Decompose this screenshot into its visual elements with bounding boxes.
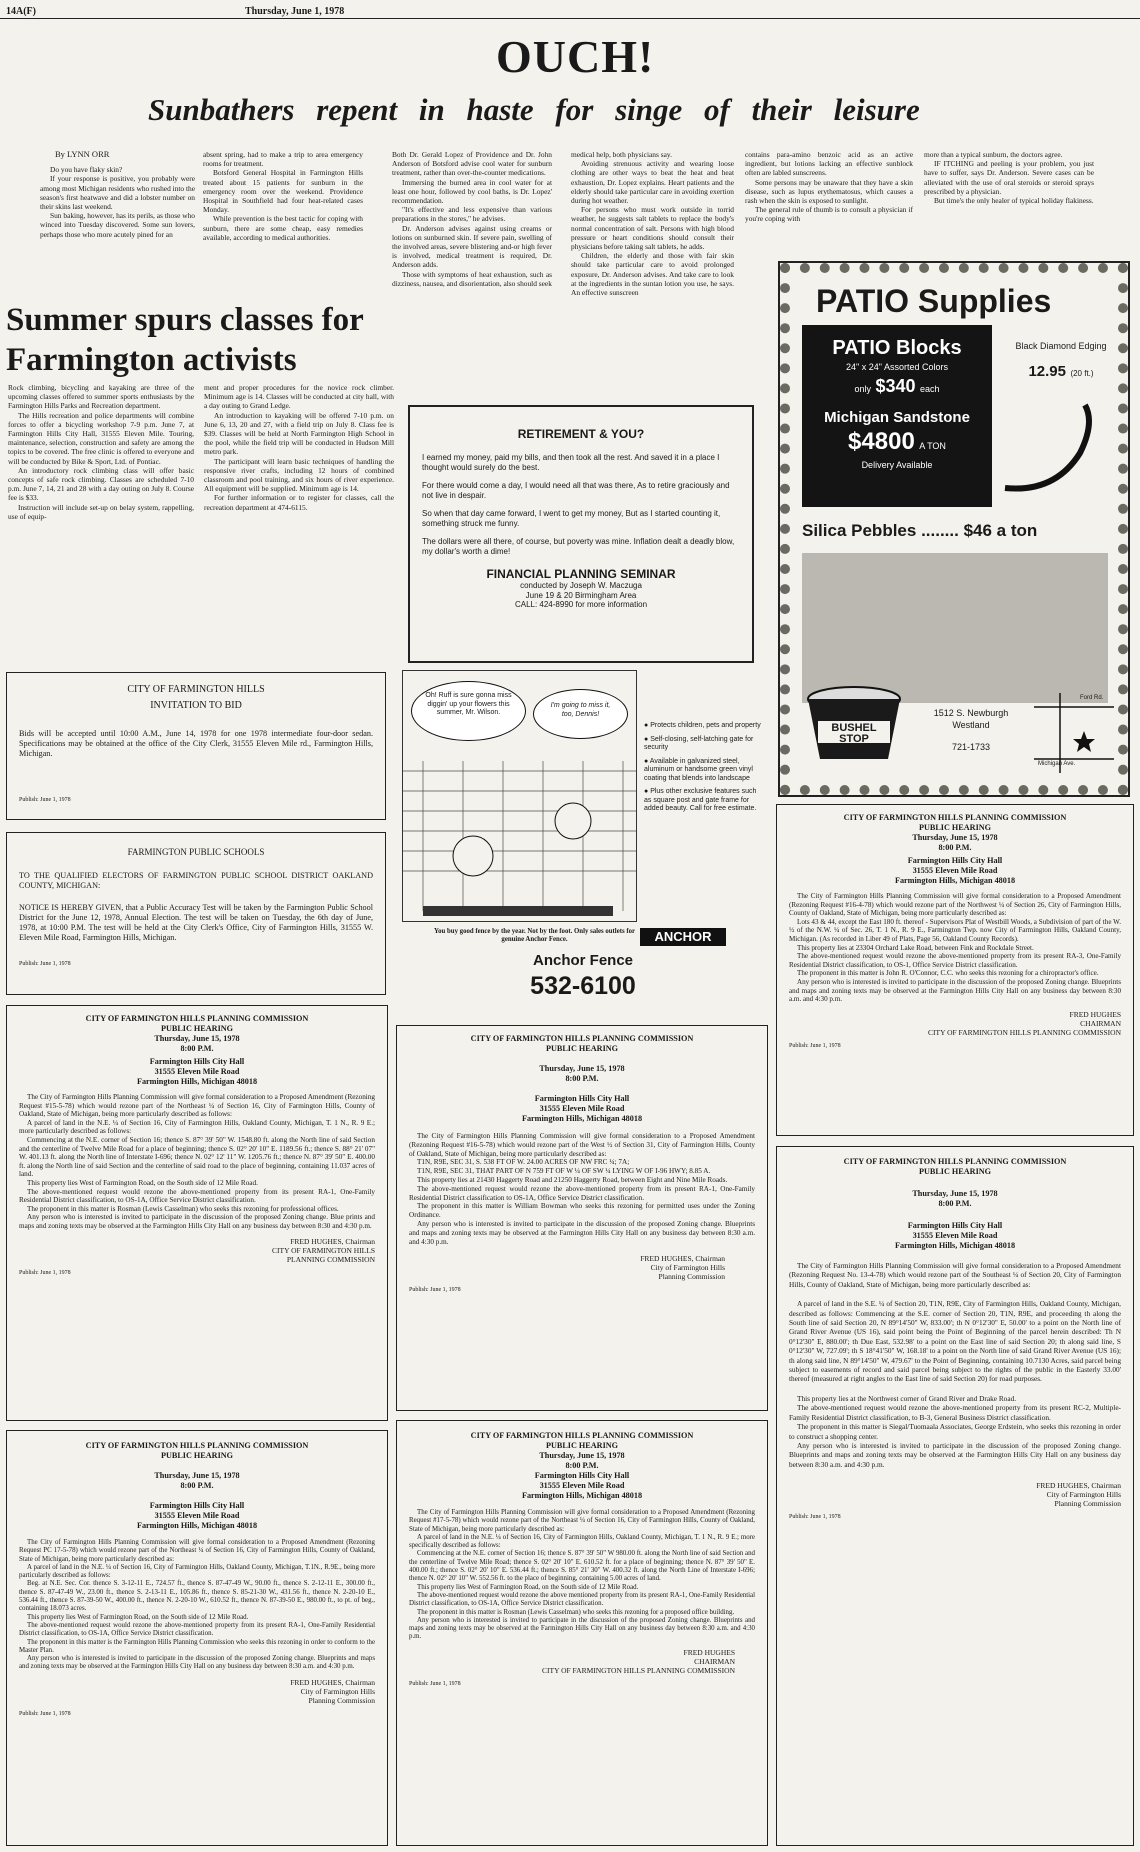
hearing-subheading: PUBLIC HEARING — [918, 823, 992, 832]
store-info — [916, 707, 1026, 753]
signature-line: PLANNING COMMISSION — [286, 1254, 375, 1264]
hearing-signature — [19, 1678, 375, 1705]
edging-coil-illustration — [995, 393, 1120, 503]
hearing-city: Farmington Hills, Michigan 48018 — [521, 1491, 643, 1500]
article-paragraph: For further information or to register for classes, call the recreation department at 474-6115. — [204, 493, 394, 512]
hearing-heading: CITY OF FARMINGTON HILLS PLANNING COMMISSION — [85, 1441, 309, 1450]
signature-line: FRED HUGHES, Chairman — [1036, 1481, 1121, 1491]
article-paragraph: If your response is positive, you probably were among most Michigan residents who rushed into the season's first heatwave and did a lobster number on their skins last weekend. — [40, 174, 195, 212]
hearing-notice-a — [6, 1005, 388, 1421]
store-address: 1512 S. Newburgh — [933, 708, 1009, 718]
hearing-body — [409, 1132, 755, 1246]
hearing-subheading: PUBLIC HEARING — [545, 1441, 619, 1450]
signature-line: CITY OF FARMINGTON HILLS PLANNING COMMISSION — [928, 1027, 1121, 1037]
hearing-paragraph: Any person who is interested is invited to participate in the discussion of the proposed Zoning change. Blueprints and maps and zoning texts may be observed at the Farmington Hills City Hall on any business day between 8:30 a.m. and 4:30 p.m. — [789, 1440, 1121, 1469]
retirement-ad — [408, 405, 754, 663]
hearing-paragraph: Any person who is interested is invited to participate in the discussion of the proposed Zoning change. Blueprints and maps and zoning texts may be observed at the Farmington Hills City Hall on any business day between 8:30 a.m. and 4:30 p.m. — [409, 1219, 755, 1246]
hearing-address: 31555 Eleven Mile Road — [154, 1511, 240, 1520]
hearing-body — [409, 1509, 755, 1642]
hearing-paragraph: This property lies at 23304 Orchard Lake Road, between Fink and Rockdale Street. — [797, 943, 1034, 952]
hearing-notice-c — [776, 804, 1134, 1136]
classes-col2 — [204, 383, 394, 512]
hearing-paragraph: The above-mentioned request would rezone the above-mentioned property from its present RA-3, One-Family Residential District classification, to OS-1, Office Service District classification. — [789, 952, 1121, 969]
speech-bubble-dennis: Oh! Ruff is sure gonna miss diggin' up your flowers this summer, Mr. Wilson. — [411, 681, 526, 741]
store-phone: 721-1733 — [951, 742, 991, 752]
hearing-paragraph: The above-mentioned request would rezone the above mentioned property from its present RA-1, One-Family Residential District classification, to OS-1A, Office Service District classification. — [409, 1591, 755, 1608]
sunburn-col2 — [203, 150, 363, 242]
signature-line: Planning Commission — [1054, 1499, 1121, 1509]
hearing-heading: CITY OF FARMINGTON HILLS PLANNING COMMISSION — [85, 1014, 309, 1023]
article-paragraph: Rock climbing, bicycling and kayaking are three of the upcoming classes offered to summer sports enthusiasts by the Farmington Hills Parks and Recreation department. — [8, 383, 194, 411]
hearing-paragraph: The City of Farmington Hills Planning Commission will give formal consideration to a Proposed Amendment (Rezoning Request PC 17-5-78) which would rezone part of the Northeast ¼ of Section 16, City of Farmington Hills, County of Oakland, State of Michigan, being more particularly described as: — [19, 1539, 375, 1563]
anchor-fence-ad — [402, 670, 764, 1002]
store-city: Westland — [952, 720, 990, 730]
hearing-address: 31555 Eleven Mile Road — [912, 866, 998, 875]
anchor-name: Anchor Fence — [532, 952, 634, 969]
hearing-paragraph: The proponent in this matter is Rosman (Lewis Casselman) who seeks this rezoning for professional offices. — [27, 1204, 339, 1213]
byline: By LYNN ORR — [55, 149, 110, 159]
hearing-place: Farmington Hills City Hall — [149, 1057, 245, 1066]
hearing-paragraph: Commencing at the N.E. corner of Section 16; thence S. 87° 39' 50" W 980.00 ft. along the North line of said Section and the centerline of Twelve Mile Road; thence S. 02° 20' 10" E. 610.52 ft. for a place of beginning; thence N. 87° 39' 50" E. 400.00 ft.; thence S. 02° 20' 10" E. 536.44 ft.; thence S. 85° 21' 30" W. 400.32 ft. along the North Line of Interstate I-696; thence N. 02° 20' 10" W. 552.56 ft. to the place of beginning, containing 5.00 acres of land. — [409, 1550, 755, 1583]
poem-stanza: So when that day came forward, I went to get my money, But as I started counting it, something struck me funny. — [422, 509, 721, 528]
article-paragraph: Children, the elderly and those with fair skin should take particular care to avoid prolonged exposure, Dr. Anderson advises. And take care to look at the ingredients in the suntan lotion you use, he says. An effective sunscreen — [571, 251, 734, 298]
patio-price-panel — [802, 325, 992, 507]
hearing-heading: CITY OF FARMINGTON HILLS PLANNING COMMISSION — [470, 1034, 694, 1043]
hearing-address: 31555 Eleven Mile Road — [912, 1231, 998, 1240]
hearing-publish: Publish: June 1, 1978 — [409, 1287, 461, 1294]
hearing-subheading: PUBLIC HEARING — [545, 1044, 619, 1053]
article-paragraph: The Hills recreation and police departments will combine forces to offer a bicycling workshop 7-9 p.m. June 7, at Farmington Hills City Hall, 31555 Eleven Mile. Touring, maintenance, selection, construction and safety are among the topics to be covered. The free clinic is offered to everyone and will be conducted by Bike & Sport, Ltd. of Pontiac. — [8, 410, 194, 466]
hearing-body — [19, 1539, 375, 1672]
fence-features — [644, 722, 762, 814]
hearing-paragraph: The City of Farmington Hills Planning Commission will give formal consideration to a Proposed Amendment (Rezoning Request #17-5-78) which would rezone part of the Northeast ¼ of Section 16, City of Farmington Hills, County of Oakland, State of Michigan, being more particularly described as: — [409, 1509, 755, 1533]
hearing-subheading: PUBLIC HEARING — [160, 1024, 234, 1033]
signature-line: City of Farmington Hills — [1046, 1490, 1121, 1500]
seminar-line: conducted by Joseph W. Maczuga — [520, 581, 642, 590]
only-label: only — [854, 384, 872, 394]
silica-price: $46 a ton — [963, 521, 1038, 540]
article-paragraph: Those with symptoms of heat exhaustion, such as dizziness, nausea, and disorientation, also should seek — [392, 269, 552, 288]
hearing-date: Thursday, June 15, 1978 — [539, 1064, 625, 1073]
sunburn-col5 — [745, 150, 913, 224]
hearing-place: Farmington Hills City Hall — [534, 1094, 630, 1103]
hearing-place: Farmington Hills City Hall — [907, 856, 1003, 865]
invitation-to-bid-notice — [6, 672, 386, 820]
hearing-address: 31555 Eleven Mile Road — [154, 1067, 240, 1076]
hearing-signature — [789, 1010, 1121, 1037]
hearing-paragraph: The City of Farmington Hills Planning Commission will give formal consideration to a Proposed Amendment (Rezoning Request #15-5-78) which would rezone part of the Northeast ¼ of Section 16, City of Farmington Hills, County of Oakland, State of Michigan, being more particularly described as follows: — [19, 1093, 375, 1119]
hearing-publish: Publish: June 1, 1978 — [789, 1514, 841, 1521]
sandstone-price: $4800 — [848, 428, 915, 455]
signature-line: City of Farmington Hills — [300, 1686, 375, 1696]
hearing-city: Farmington Hills, Michigan 48018 — [136, 1521, 258, 1530]
signature-line: FRED HUGHES, Chairman — [290, 1677, 375, 1687]
signature-line: FRED HUGHES — [1069, 1009, 1121, 1019]
bid-city: CITY OF FARMINGTON HILLS — [127, 684, 265, 695]
edging-price: 12.95 — [1028, 363, 1066, 380]
article-paragraph: Immersing the burned area in cool water for at least one hour, followed by cool baths, is Dr. Lopez' recommendation. — [392, 177, 552, 206]
signature-line: FRED HUGHES, Chairman — [640, 1254, 725, 1264]
signature-line: Planning Commission — [308, 1695, 375, 1705]
sunburn-col6 — [924, 150, 1094, 205]
article-paragraph: Avoiding strenuous activity and wearing loose clothing are other ways to beat the heat and heat exhaustion, Dr. Lopez explains. Heart patients and the elderly should take particular care in avoiding exertion during hot weather. — [571, 159, 734, 206]
signature-line: FRED HUGHES — [683, 1647, 735, 1657]
issue-date: Thursday, June 1, 1978 — [245, 6, 345, 17]
hearing-subheading: PUBLIC HEARING — [160, 1451, 234, 1460]
header-rule — [0, 18, 1140, 19]
hearing-notice-f — [776, 1146, 1134, 1846]
retirement-poem — [422, 453, 740, 557]
bid-publish: Publish: June 1, 1978 — [19, 797, 71, 803]
feature-item: ● Available in galvanized steel, aluminum or handsome green vinyl coating that blends into landscape — [644, 757, 753, 782]
hearing-time: 8:00 P.M. — [180, 1044, 214, 1053]
hearing-city: Farmington Hills, Michigan 48018 — [136, 1077, 258, 1086]
anchor-tagline: You buy good fence by the year. Not by the foot. Only sales outlets for genuine Anchor Fence. — [433, 928, 635, 943]
hearing-paragraph: The proponent in this matter is Rosman (Lewis Casselman) who seeks this rezoning for a proposed office building. — [417, 1608, 735, 1616]
hearing-notice-b — [396, 1025, 768, 1411]
hearing-paragraph: The above-mentioned request would rezone the above-mentioned property from its present RC-2, Multiple-Family Residential District classification, to B-3, General Business District classification. — [789, 1403, 1121, 1422]
page-number: 14A(F) — [6, 6, 36, 17]
article-paragraph: While prevention is the best tactic for coping with sunburn, there are some cheap, easy remedies available, according to medical authorities. — [203, 214, 363, 242]
hearing-heading: CITY OF FARMINGTON HILLS PLANNING COMMISSION — [843, 813, 1067, 822]
hearing-date: Thursday, June 15, 1978 — [912, 833, 998, 842]
article-paragraph: Do you have flaky skin? — [50, 165, 123, 175]
hearing-time: 8:00 P.M. — [938, 843, 972, 852]
hearing-heading: CITY OF FARMINGTON HILLS PLANNING COMMISSION — [470, 1431, 694, 1440]
sandstone-label: Michigan Sandstone — [824, 409, 970, 426]
hearing-date: Thursday, June 15, 1978 — [539, 1451, 625, 1460]
signature-line: FRED HUGHES, Chairman — [290, 1236, 375, 1246]
hearing-paragraph: This property lies West of Farmington Road, on the South side of 12 Mile Road. — [27, 1178, 258, 1187]
hearing-paragraph: Beg. at N.E. Sec. Cor. thence S. 3-12-11 E., 724.57 ft., thence S. 87-47-49 W., 90.00 ft., thence S. 2-12-11 E., 300.00 ft., thence S. 87-47-49 W., 23.00 ft., thence S. 2-13-11 E., 105.86 ft., thence S. 85-21-30 W., 431.56 ft., thence N. 2-20-10 E., 536.44 ft., thence S. 87-39-50 W., 400.00 ft., thence N. 2-20-10 W., 610.52 ft., thence N. 87-39-50 E., 980.00 ft., to pt. of beg., containing 18.073 acres. — [19, 1580, 375, 1613]
edging-name: Black Diamond Edging — [1015, 341, 1107, 351]
hearing-paragraph: This property lies at the Northwest corner of Grand River and Drake Road. — [797, 1393, 1017, 1403]
hearing-date: Thursday, June 15, 1978 — [154, 1034, 240, 1043]
hearing-paragraph: This property lies West of Farmington Road, on the South side of 12 Mile Road. — [417, 1583, 639, 1591]
feature-item: ● Plus other exclusive features such as square post and gate frame for added beauty. Call for free estimate. — [644, 788, 757, 812]
hearing-publish: Publish: June 1, 1978 — [409, 1680, 461, 1687]
bid-body: Bids will be accepted until 10:00 A.M., June 14, 1978 for one 1978 intermediate four-door sedan. Specifications may be obtained at the office of the City Clerk, 31555 Eleven Mile rd., Farmington Hills, Michigan. — [19, 729, 373, 758]
hearing-signature — [409, 1648, 755, 1675]
hearing-place: Farmington Hills City Hall — [534, 1471, 630, 1480]
hearing-paragraph: The above-mentioned request would rezone the above-mentioned property from its present RA-1, One-Family Residential District classification, to OS-1A, Office Service District classification. — [19, 1621, 375, 1638]
hearing-city: Farmington Hills, Michigan 48018 — [894, 1241, 1016, 1250]
hearing-address: 31555 Eleven Mile Road — [539, 1481, 625, 1490]
sunburn-col1 — [40, 148, 195, 239]
seminar-line: CALL: 424-8990 for more information — [514, 600, 648, 609]
signature-line: CITY OF FARMINGTON HILLS PLANNING COMMISSION — [542, 1665, 735, 1675]
anchor-phone: 532-6100 — [530, 972, 636, 1000]
retirement-title: RETIREMENT & YOU? — [517, 427, 645, 441]
seminar-title: FINANCIAL PLANNING SEMINAR — [486, 567, 676, 581]
article-paragraph: Some persons may be unaware that they have a skin disease, such as lupus erythematosus, which causes a rash when the skin is exposed to sunlight. — [745, 177, 913, 206]
hearing-paragraph: The City of Farmington Hills Planning Commission will give formal consideration to a Proposed Amendment (Rezoning Request #16-4-78) which would rezone part of the Northwest ¼ of Section 26, City of Farmington Hills, County of Oakland, State of Michigan, being more particularly described as: — [789, 892, 1121, 918]
article-paragraph: IF ITCHING and peeling is your problem, you just have to suffer, says Dr. Anderson. Severe cases can be alleviated with the use of oral steroids or steroid sprays prescribed by a physician. — [924, 159, 1094, 196]
schools-publish: Publish: June 1, 1978 — [19, 961, 71, 967]
cartoon-panel — [402, 670, 637, 922]
hearing-signature — [19, 1237, 375, 1264]
article-paragraph: Both Dr. Gerald Lopez of Providence and Dr. John Anderson of Botsford advise cool water for sunburn treatment, rather than over-the-counter medications. — [392, 150, 552, 178]
article-paragraph: Dr. Anderson advises against using creams or lotions on sunburned skin. If severe pain, swelling of the involved areas, severe blistering and-or high fever is involved, medical treatment is required, Dr. Anderson adds. — [392, 223, 552, 270]
hearing-paragraph: The proponent in this matter is Siegal/Tuomaala Associates, George Erdstein, who seeks this rezoning in order to construct a shopping center. — [789, 1422, 1121, 1441]
article-paragraph: For persons who must work outside in torrid weather, he suggests salt tablets to replace the body's normal concentration of salt. Persons with high blood pressure or heart conditions should consult their physicians before taking salt tablets, he adds. — [571, 205, 734, 252]
hearing-paragraph: T1N, R9E, SEC 31, THAT PART OF N 759 FT OF W ¼ OF SW ¼ LYING W OF I-96 HWY; 8.85 A. — [417, 1167, 711, 1176]
hearing-paragraph: The above-mentioned request would rezone the above-mentioned property from its present RA-1, One-Family Residential District classification, to OS-1A, Office Service District classification. — [19, 1187, 375, 1205]
hearing-signature — [409, 1254, 755, 1281]
hearing-notice-e — [396, 1420, 768, 1846]
block-price: $340 — [875, 376, 916, 396]
article-paragraph: contains para-amino benzoic acid as an active ingredient, but lotions lacking an effective sunblock often are labled sunscreens. — [745, 150, 913, 178]
hearing-time: 8:00 P.M. — [938, 1199, 972, 1208]
hearing-date: Thursday, June 15, 1978 — [912, 1189, 998, 1198]
classes-col1 — [8, 383, 194, 521]
signature-line: CHAIRMAN — [1080, 1018, 1121, 1028]
feature-item: ● Self-closing, self-latching gate for security — [644, 735, 754, 751]
article-paragraph: The general rule of thumb is to consult a physician if you're coping with — [745, 205, 913, 224]
patio-blocks-label: PATIO Blocks — [832, 337, 962, 359]
seminar-details — [422, 581, 740, 610]
hearing-subheading: PUBLIC HEARING — [918, 1167, 992, 1176]
speech-bubble-wilson: I'm going to miss it, too, Dennis! — [533, 689, 628, 739]
classes-headline: Summer spurs classes for Farmington activists — [6, 302, 364, 378]
each-label: each — [919, 384, 940, 394]
hearing-paragraph: A parcel of land in the N.E. ¼ of Section 16, City of Farmington Hills, Oakland County, Michigan, T.1N., R.9E., being more particularly described as follows: — [19, 1563, 375, 1580]
hearing-notice-d — [6, 1430, 388, 1846]
sunburn-col4 — [571, 150, 734, 297]
hearing-paragraph: A parcel of land in the N.E. ¼ of Section 16, City of Farmington Hills, Oakland County, Michigan, T. 1 N., R. 9 E.; more specifically described as follows: — [409, 1533, 755, 1550]
silica-line: Silica Pebbles ........ $46 a ton — [802, 521, 1038, 540]
a-ton-label: A TON — [919, 441, 946, 451]
article-paragraph: An introductory rock climbing class will offer basic concepts of safe rock climbing. Classes are scheduled 7-10 p.m. June 7, 14, 21 and 28 with a day outing on July 8. Course fee is $33. — [8, 465, 194, 503]
article-paragraph: medical help, both physicians say. — [571, 150, 672, 159]
schools-body: NOTICE IS HEREBY GIVEN, that a Public Accuracy Test will be taken by the Farmington Public School District for the June 12, 1978, Annual Election. The test will be taken on Tuesday, the 6th day of June, 1978, at 10:00 P.M. The test will be held at the City Clerk's Office, City of Farmington Hills, 31555 W. Eleven Mile Road, Farmington Hills, Michigan. — [19, 903, 373, 942]
hearing-paragraph: This property lies West of Farmington Road, on the South side of 12 Mile Road. — [27, 1613, 249, 1621]
hearing-paragraph: A parcel of land in the S.E. ¼ of Section 20, T1N, R9E, City of Farmington Hills, Oakland County, Michigan, described as follows: Commencing at the S.E. corner of Section 20, T1N, R9E, and proceeding th along the South line of said Section 20, N 89°14'50" W, 833.00'; th N 0°12'30" E, 50.00' to a point on the North line of Grand River Avenue (US 16), said point being the Point of Beginning of the parcel herein described: Th N 0°12'30" E, 880.00'; th Due East, 532.98' to a point on the East line of said Section 20; th along said line, S 0°12'30" W, 727.09'; th S 18°41'50" W, 168.18' to a point on the North line of said Grand River Avenue (US 16); th along said line, N 89°14'50" W, 479.67' to the Point of Beginning, containing 10.7130 Acres, said parcel being subject to easements of record and said parcel being subject to the rights of the public in the Easterly 33.00' thereof (measured at right angles to the East line of said Section 20) for road purposes. — [789, 1299, 1121, 1384]
article-paragraph: absent spring, had to make a trip to area emergency rooms for treatment. — [203, 150, 363, 169]
hearing-paragraph: Any person who is interested is invited to participate in the discussion of the proposed Zoning change. Blue prints and maps and zoning texts may be observed at the Farmington Hills City Hall on any business day between 8:30 and 4:30 p.m. — [19, 1213, 375, 1230]
hearing-city: Farmington Hills, Michigan 48018 — [521, 1114, 643, 1123]
block-colors: Assorted Colors — [883, 362, 948, 372]
hearing-body — [789, 1261, 1121, 1469]
hearing-paragraph: The proponent in this matter is William Bowman who seeks this rezoning for permitted uses under the Zoning Ordinance. — [409, 1202, 755, 1220]
hearing-paragraph: The proponent in this matter is the Farmington Hills Planning Commission who seeks this rezoning in order to conform to the Master Plan. — [19, 1638, 375, 1654]
hearing-date: Thursday, June 15, 1978 — [154, 1471, 240, 1480]
hearing-place: Farmington Hills City Hall — [149, 1501, 245, 1510]
hearing-heading: CITY OF FARMINGTON HILLS PLANNING COMMISSION — [843, 1157, 1067, 1166]
signature-line: Planning Commission — [658, 1272, 725, 1282]
hearing-publish: Publish: June 1, 1978 — [789, 1042, 841, 1049]
hearing-paragraph: Any person who is interested is invited to participate in the discussion of the proposed Zoning change. Blueprints and maps and zoning texts may be observed at the Farmington Hills City Hall on any business day between 8:30 a.m. and 4:30 p.m. — [789, 977, 1121, 1004]
article-paragraph: An introduction to kayaking will be offered 7-10 p.m. on June 6, 13, 20 and 27, with a field trip on July 8. Class fee is $39. Classes will be held at North Farmington High School in the pool, while the field trip will be conducted in Hudson Mill metro park. — [204, 410, 394, 457]
delivery-label: Delivery Available — [861, 460, 933, 470]
hearing-paragraph: This property lies at 21430 Haggerty Road and 21250 Haggerty Road, between Eight and Nine Mile Roads. — [417, 1175, 728, 1184]
hearing-body — [19, 1093, 375, 1231]
hearing-address: 31555 Eleven Mile Road — [539, 1104, 625, 1113]
poem-stanza: I earned my money, paid my bills, and then took all the rest. And saved it in a place I thought would surely do the best. — [422, 453, 720, 472]
signature-line: City of Farmington Hills — [650, 1263, 725, 1273]
hearing-paragraph: A parcel of land in the N.E. ¼ of Section 16, City of Farmington Hills, Oakland County, Michigan, T. 1 N., R. 9 E.; more particularly described as follows: — [19, 1118, 375, 1136]
article-paragraph: Botsford General Hospital in Farmington Hills treated about 15 patients for sunburn in the emergency room over the weekend. Providence Hospital in Southfield had four heat-related cases Monday. — [203, 168, 363, 215]
hearing-city: Farmington Hills, Michigan 48018 — [894, 876, 1016, 885]
sunburn-col3 — [392, 150, 552, 288]
hearing-publish: Publish: June 1, 1978 — [19, 1710, 71, 1717]
hearing-paragraph: The City of Farmington Hills Planning Commission will give formal consideration to a Proposed Amendment (Rezoning Request No. 13-4-78) which would rezone part of the Southeast ¼ of Section 20, City of Farmington Hills, County of Oakland, State of Michigan, being more particularly described as: — [789, 1261, 1121, 1289]
schools-title: FARMINGTON PUBLIC SCHOOLS — [127, 847, 265, 857]
signature-line: CHAIRMAN — [694, 1656, 735, 1666]
hearing-paragraph: Commencing at the N.E. corner of Section 16; thence S. 87° 39' 50" W. 1548.80 ft. along the North line of said Section and the centerline of Twelve Mile Road for a place of beginning; thence S. 02° 20' 10" E. 1189.56 ft.; thence S. 88° 21' 07" W. 401.13 ft. along the North line of Interstate I-696; thence N. 02° 12' 11" W. 1205.76 ft.; thence N. 87° 39' 50" E. 400.00 ft. along the North line of said Section and the centerline of said road to the place of beginning, containing 11.037 acres of land. — [19, 1135, 375, 1179]
hearing-publish: Publish: June 1, 1978 — [19, 1269, 71, 1276]
silica-label: Silica Pebbles — [802, 521, 917, 540]
headline-subtitle: Sunbathers repent in haste for singe of their leisure — [148, 92, 920, 127]
article-paragraph: "It's effective and less expensive than various preparations in the stores," he advises. — [392, 205, 552, 224]
bid-title: INVITATION TO BID — [150, 700, 242, 711]
seminar-line: June 19 & 20 Birmingham Area — [525, 590, 637, 600]
map-street-label: Michigan Ave. — [1038, 761, 1076, 767]
hearing-paragraph: Any person who is interested is invited to participate in the discussion of the proposed Zoning change. Blueprints and maps and zoning texts may be observed at the Farmington Hills City Hall on any business day between 8:30 a.m. and 4:30 p.m. — [19, 1655, 375, 1671]
anchor-logo: ANCHOR — [640, 928, 726, 946]
store-name: BUSHEL STOP — [831, 722, 877, 745]
article-paragraph: Sun baking, however, has its perils, as those who winced into Tuesday discovered. Some sun lovers, perhaps those who more acutely pined for an — [40, 211, 195, 239]
hearing-paragraph: The above-mentioned request would rezone the above-mentioned property from its present RA-1, One-Family Residential District classification to OS-1A, Office Service District classification. — [409, 1184, 755, 1202]
hearing-paragraph: The proponent in this matter is John R. O'Connor, C.C. who seeks this rezoning for a chiropractor's office. — [797, 969, 1099, 978]
hearing-signature — [789, 1481, 1121, 1508]
hearing-time: 8:00 P.M. — [180, 1481, 214, 1490]
hearing-paragraph: Lots 43 & 44, except the East 180 ft. thereof - Supervisors Plat of Westbill Woods, a Subdivision of part of the W. ½ of the N.W. ¼ of Sec. 26, T. 1 N., R. 9 E., Farmington Twp. now City of Farmington Hills, Oakland County, Michigan. (As recorded in Liber 49 of Plats, Page 56, Oakland County Records). — [789, 917, 1121, 943]
map-road-label: Ford Rd. — [1080, 695, 1104, 701]
poem-stanza: The dollars were all there, of course, but poverty was mine. Inflation dealt a deadly blow, my dollar's worth a dime! — [422, 537, 735, 556]
article-paragraph: But time's the only healer of typical holiday flakiness. — [934, 196, 1094, 206]
hearing-time: 8:00 P.M. — [565, 1461, 599, 1470]
article-paragraph: more than a typical sunburn, the doctors agree. — [924, 150, 1063, 159]
hearing-paragraph: Any person who is interested is invited to participate in the discussion of the proposed Zoning change. Blueprints and maps and zoning texts may be observed at the Farmington Hills City Hall on any business day between 8:30 a.m. and 4:30 p.m. — [409, 1616, 755, 1641]
patio-ad — [778, 261, 1130, 797]
schools-to: TO THE QUALIFIED ELECTORS OF FARMINGTON PUBLIC SCHOOL DISTRICT OAKLAND COUNTY, MICHIGAN: — [19, 871, 373, 890]
poem-stanza: For there would come a day, I would need all that was there, As to retire graciously and not live in despair. — [422, 481, 730, 500]
public-schools-notice — [6, 832, 386, 995]
signature-line: CITY OF FARMINGTON HILLS — [272, 1245, 375, 1255]
hearing-paragraph: T1N, R9E, SEC 31, S. 538 FT OF W. 24.00 ACRES OF NW FRC ¼; 7A; — [417, 1158, 630, 1167]
article-paragraph: Instruction will include set-up on belay system, rappelling, use of equip- — [8, 502, 194, 521]
headline-title: OUCH! — [496, 31, 655, 82]
patio-title: PATIO Supplies — [816, 283, 1052, 319]
edging-unit: (20 ft.) — [1070, 369, 1094, 378]
hearing-time: 8:00 P.M. — [565, 1074, 599, 1083]
article-paragraph: ment and proper procedures for the novice rock climber. Minimum age is 14. Classes will be conducted at city hall, with a day outing to Grand Ledge. — [204, 383, 394, 411]
block-size: 24" x 24" — [846, 362, 882, 372]
article-paragraph: The participant will learn basic techniques of handling the responsive river crafts, including 12 hours of combined classroom and pool training, and six hours of river experience. All equipment will be supplied. Minimum age is 14. — [204, 456, 394, 494]
hearing-paragraph: The City of Farmington Hills Planning Commission will give formal consideration to a Proposed Amendment (Rezoning Request #16-5-78) which would rezone part of the West ½ of Section 31, City of Farmington Hills, County of Oakland, State of Michigan, being more particularly described as: — [409, 1132, 755, 1158]
feature-item: ● Protects children, pets and property — [644, 722, 761, 729]
hearing-place: Farmington Hills City Hall — [907, 1221, 1003, 1230]
hearing-body — [789, 892, 1121, 1004]
